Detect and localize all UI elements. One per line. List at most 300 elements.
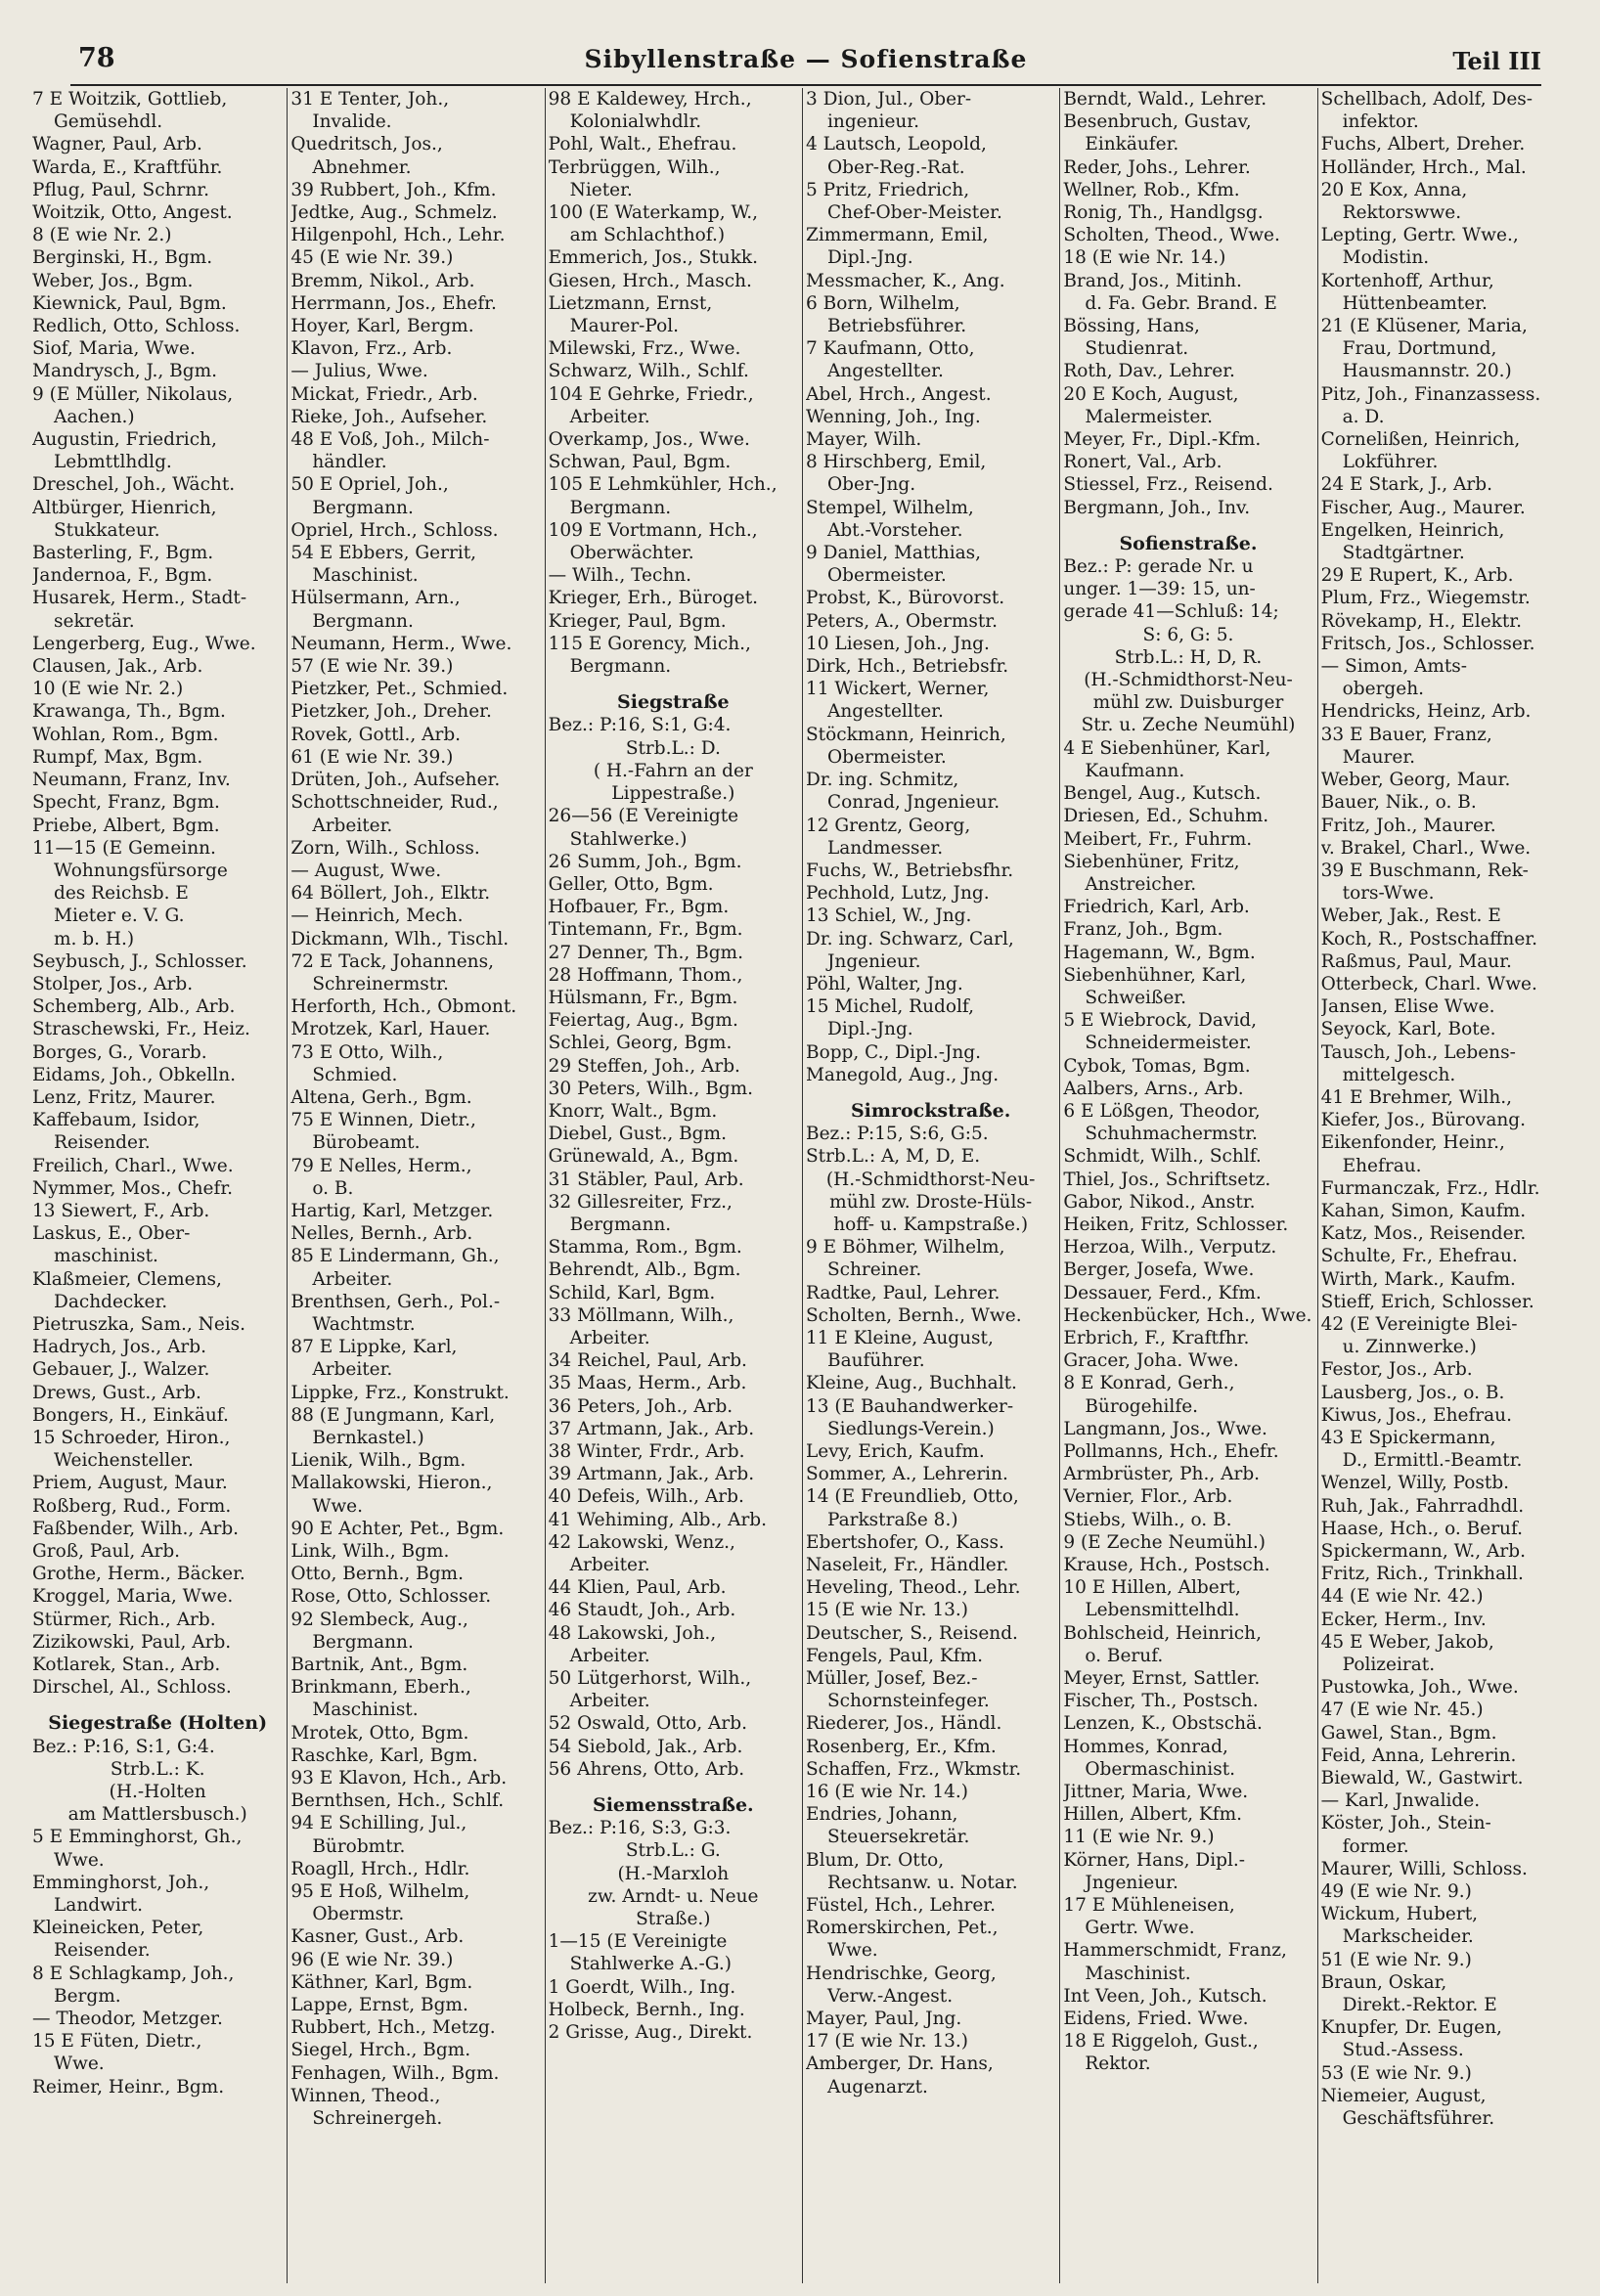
entry-line: Ebertshofer, O., Kass.	[805, 1531, 1004, 1553]
entry-line: S: 6, G: 5.	[1142, 624, 1234, 645]
entry-line: Laskus, E., Ober-	[32, 1223, 191, 1245]
entry-line: zw. Arndt- u. Neue	[588, 1885, 759, 1907]
entry-line: Thiel, Jos., Schriftsetz.	[1063, 1169, 1271, 1190]
entry-line: Meyer, Ernst, Sattler.	[1063, 1668, 1261, 1690]
entry-line: Wenzel, Willy, Postb.	[1320, 1473, 1510, 1494]
entry-line: 13 (E Bauhandwerker-	[805, 1395, 1014, 1417]
entry-line: Rosenberg, Er., Kfm.	[805, 1736, 997, 1757]
entry-line: 45 (E wie Nr. 39.)	[290, 247, 454, 269]
entry-line: Hagemann, W., Bgm.	[1063, 942, 1256, 963]
entry-line: Rektorswwe.	[1342, 202, 1462, 224]
entry-line: Clausen, Jak., Arb.	[32, 656, 203, 678]
entry-line: 8 E Schlagkamp, Joh.,	[32, 1963, 235, 1984]
entry-line: Schaffen, Frz., Wkmstr.	[805, 1758, 1022, 1780]
entry-line: Schneidermeister.	[1085, 1033, 1252, 1054]
entry-line: 6 E Lößgen, Theodor,	[1063, 1100, 1261, 1122]
entry-line: 26—56 (E Vereinigte	[548, 806, 739, 827]
entry-line: Hofbauer, Fr., Bgm.	[548, 897, 730, 918]
entry-line: Mrotek, Otto, Bgm.	[290, 1722, 469, 1744]
entry-line: 105 E Lehmkühler, Hch.,	[548, 474, 778, 496]
column-4	[802, 88, 1059, 2283]
part-label: Teil III	[1452, 47, 1541, 75]
entry-line: 11 E Kleine, August,	[805, 1327, 994, 1348]
entry-line: Lengerberg, Eug., Wwe.	[32, 633, 256, 654]
entry-line: Messmacher, K., Ang.	[805, 270, 1005, 291]
street-heading: Siemensstraße.	[592, 1794, 754, 1817]
column-6	[1317, 88, 1575, 2283]
entry-line: Peters, A., Obermstr.	[805, 610, 998, 632]
entry-line: Rövekamp, H., Elektr.	[1320, 610, 1522, 632]
entry-line: Krause, Hch., Postsch.	[1063, 1555, 1270, 1575]
entry-line: Dreschel, Joh., Wächt.	[32, 474, 236, 496]
entry-line: Arbeiter.	[569, 1555, 650, 1575]
entry-line: 52 Oswald, Otto, Arb.	[548, 1713, 747, 1735]
entry-line: a. D.	[1342, 406, 1385, 427]
entry-line: 33 E Bauer, Franz,	[1320, 724, 1492, 745]
entry-line: Giesen, Hrch., Masch.	[548, 270, 752, 291]
entry-line: 93 E Klavon, Hch., Arb.	[290, 1768, 508, 1789]
entry-line: Füstel, Hch., Lehrer.	[805, 1895, 996, 1917]
entry-line: Strb.L.: D.	[625, 737, 721, 759]
entry-line: Holländer, Hrch., Mal.	[1320, 156, 1527, 178]
entry-line: Deutscher, S., Reisend.	[805, 1622, 1018, 1644]
entry-line: Arbeiter.	[569, 1645, 650, 1666]
column-2	[287, 88, 544, 2283]
entry-line: maschinist.	[54, 1246, 158, 1267]
entry-line: Pflug, Paul, Schrnr.	[32, 179, 209, 200]
entry-line: Rovek, Gottl., Arb.	[290, 724, 462, 745]
entry-line: 51 (E wie Nr. 9.)	[1320, 1949, 1472, 1970]
entry-line: infektor.	[1342, 111, 1419, 133]
entry-line: 3 Dion, Jul., Ober-	[805, 89, 972, 110]
entry-line: Hartig, Karl, Metzger.	[290, 1200, 494, 1221]
entry-line: Siedlungs-Verein.)	[826, 1418, 995, 1439]
entry-line: Gracer, Joha. Wwe.	[1063, 1350, 1239, 1372]
entry-line: o. B.	[312, 1177, 354, 1199]
entry-line: 24 E Stark, J., Arb.	[1320, 474, 1492, 496]
entry-line: Stahlwerke.)	[569, 828, 688, 850]
entry-line: 5 E Wiebrock, David,	[1063, 1010, 1258, 1032]
entry-line: Pustowka, Joh., Wwe.	[1320, 1677, 1519, 1699]
entry-line: 18 (E wie Nr. 14.)	[1063, 247, 1226, 269]
entry-line: Dessauer, Ferd., Kfm.	[1063, 1282, 1262, 1303]
entry-line: — Karl, Jnwalide.	[1320, 1790, 1481, 1812]
entry-line: Scholten, Theod., Wwe.	[1063, 225, 1280, 246]
entry-line: Fenhagen, Wilh., Bgm.	[290, 2062, 500, 2084]
entry-line: am Schlachthof.)	[569, 225, 726, 246]
entry-line: Abnehmer.	[312, 156, 412, 178]
entry-line: Str. u. Zeche Neumühl)	[1081, 715, 1296, 736]
entry-line: Berginski, H., Bgm.	[32, 247, 213, 269]
entry-line: 73 E Otto, Wilh.,	[290, 1041, 444, 1063]
entry-line: Schlei, Georg, Bgm.	[548, 1033, 733, 1054]
entry-line: Klavon, Frz., Arb.	[290, 338, 453, 360]
entry-line: Mieter e. V. G.	[54, 905, 185, 927]
entry-line: 10 (E wie Nr. 2.)	[32, 679, 184, 700]
entry-line: Weber, Georg, Maur.	[1320, 770, 1511, 791]
entry-line: (H.-Holten	[109, 1782, 206, 1803]
entry-line: 48 Lakowski, Joh.,	[548, 1622, 717, 1644]
entry-line: mittelgesch.	[1342, 1064, 1456, 1085]
entry-line: 18 E Riggeloh, Gust.,	[1063, 2031, 1259, 2053]
entry-line: 44 (E wie Nr. 42.)	[1320, 1586, 1484, 1608]
entry-line: Lebensmittelhdl.	[1085, 1600, 1240, 1621]
entry-line: 34 Reichel, Paul, Arb.	[548, 1350, 747, 1372]
entry-line: Obermeister.	[826, 565, 947, 587]
entry-line: Weber, Jak., Rest. E	[1320, 905, 1501, 927]
entry-line: Fischer, Th., Postsch.	[1063, 1691, 1259, 1712]
entry-line: Schwan, Paul, Bgm.	[548, 452, 732, 473]
entry-line: m. b. H.)	[54, 928, 135, 949]
entry-line: Vernier, Flor., Arb.	[1063, 1486, 1233, 1508]
entry-line: gerade 41—Schluß: 14;	[1063, 601, 1279, 623]
entry-line: 41 E Brehmer, Wilh.,	[1320, 1086, 1513, 1108]
entry-line: Wenning, Joh., Ing.	[805, 406, 981, 427]
entry-line: Herforth, Hch., Obmont.	[290, 996, 517, 1018]
entry-line: Kroggel, Maria, Wwe.	[32, 1586, 234, 1608]
entry-line: Bürobmtr.	[312, 1835, 406, 1857]
entry-line: Katz, Mos., Reisender.	[1320, 1223, 1527, 1245]
entry-line: 45 E Weber, Jakob,	[1320, 1631, 1494, 1653]
entry-line: Invalide.	[312, 111, 392, 133]
entry-line: Strb.L.: K.	[110, 1758, 205, 1780]
entry-line: 40 Defeis, Wilh., Arb.	[548, 1486, 744, 1508]
entry-line: obergeh.	[1342, 679, 1424, 700]
entry-line: Seybusch, J., Schlosser.	[32, 950, 247, 972]
entry-line: Gabor, Nikod., Anstr.	[1063, 1191, 1256, 1213]
entry-line: 11 Wickert, Werner,	[805, 679, 990, 700]
entry-line: 61 (E wie Nr. 39.)	[290, 746, 454, 768]
entry-line: 17 E Mühleneisen,	[1063, 1895, 1235, 1917]
entry-line: Verw.-Angest.	[826, 1985, 954, 2007]
entry-line: Bergmann.	[312, 610, 414, 632]
entry-line: Weichensteller.	[54, 1450, 194, 1472]
entry-line: ingenieur.	[826, 111, 919, 133]
entry-line: Bez.: P:16, S:3, G:3.	[548, 1818, 732, 1839]
entry-line: Nieter.	[569, 179, 633, 200]
entry-line: Kasner, Gust., Arb.	[290, 1926, 465, 1948]
entry-line: Roagll, Hrch., Hdlr.	[290, 1858, 470, 1879]
entry-line: 87 E Lippke, Karl,	[290, 1337, 458, 1358]
entry-line: 2 Grisse, Aug., Direkt.	[548, 2022, 753, 2044]
entry-line: Cornelißen, Heinrich,	[1320, 429, 1521, 451]
entry-line: Jandernoa, F., Bgm.	[32, 565, 213, 587]
entry-line: Kiefer, Jos., Bürovang.	[1320, 1110, 1526, 1131]
entry-line: Wwe.	[826, 1940, 878, 1962]
entry-line: Jngenieur.	[1085, 1872, 1178, 1893]
entry-line: 13 Schiel, W., Jng.	[805, 905, 972, 927]
entry-line: 33 Möllmann, Wilh.,	[548, 1304, 734, 1326]
entry-line: Nelles, Bernh., Arb.	[290, 1223, 473, 1245]
entry-line: Reisender.	[54, 1940, 151, 1962]
entry-line: Lienik, Wilh., Bgm.	[290, 1450, 467, 1472]
entry-line: 41 Wehiming, Alb., Arb.	[548, 1509, 768, 1530]
entry-line: 10 Liesen, Joh., Jng.	[805, 633, 990, 654]
entry-line: Strb.L.: H, D, R.	[1114, 646, 1263, 668]
entry-line: 100 (E Waterkamp, W.,	[548, 202, 759, 224]
entry-line: Weber, Jos., Bgm.	[32, 270, 194, 291]
entry-line: 29 E Rupert, K., Arb.	[1320, 565, 1514, 587]
street-heading: Sofienstraße.	[1119, 532, 1258, 554]
entry-line: Schreinermstr.	[312, 973, 449, 994]
entry-line: Bergmann.	[312, 1631, 414, 1653]
entry-line: — Wilh., Techn.	[548, 565, 692, 587]
entry-line: v. Brakel, Charl., Wwe.	[1320, 837, 1532, 859]
entry-line: Gawel, Stan., Bgm.	[1320, 1722, 1497, 1744]
entry-line: Armbrüster, Ph., Arb.	[1063, 1464, 1261, 1485]
entry-line: Priebe, Albert, Bgm.	[32, 815, 220, 836]
entry-line: 30 Peters, Wilh., Bgm.	[548, 1078, 754, 1099]
entry-line: mühl zw. Duisburger	[1092, 692, 1284, 714]
entry-line: Geschäftsführer.	[1342, 2108, 1495, 2130]
entry-line: Arbeiter.	[569, 1327, 650, 1348]
entry-line: Arbeiter.	[312, 1268, 393, 1290]
entry-line: Fischer, Aug., Maurer.	[1320, 497, 1526, 518]
entry-line: Feid, Anna, Lehrerin.	[1320, 1744, 1517, 1766]
entry-line: sekretär.	[54, 610, 135, 632]
entry-line: Quedritsch, Jos.,	[290, 134, 443, 155]
entry-line: Wirth, Mark., Kaufm.	[1320, 1268, 1516, 1290]
entry-line: Rieke, Joh., Aufseher.	[290, 406, 488, 427]
entry-line: Naseleit, Fr., Händler.	[805, 1555, 1009, 1575]
entry-line: Eidens, Fried. Wwe.	[1063, 2009, 1249, 2030]
entry-line: — Julius, Wwe.	[290, 361, 428, 382]
entry-line: o. Beruf.	[1085, 1645, 1164, 1666]
entry-line: 10 E Hillen, Albert,	[1063, 1577, 1241, 1599]
entry-line: Langmann, Jos., Wwe.	[1063, 1418, 1267, 1439]
entry-line: Siebenhühner, Karl,	[1063, 964, 1247, 986]
entry-line: Riederer, Jos., Händl.	[805, 1713, 1002, 1735]
entry-line: d. Fa. Gebr. Brand. E	[1085, 292, 1277, 314]
entry-line: Winnen, Theod.,	[290, 2085, 441, 2106]
entry-line: Kortenhoff, Arthur,	[1320, 270, 1494, 291]
entry-line: Levy, Erich, Kaufm.	[805, 1440, 985, 1462]
entry-line: Raßmus, Paul, Maur.	[1320, 950, 1512, 972]
entry-line: Reimer, Heinr., Bgm.	[32, 2076, 225, 2097]
entry-line: 15 Schroeder, Hiron.,	[32, 1427, 231, 1448]
entry-line: Ronert, Val., Arb.	[1063, 452, 1222, 473]
entry-line: Neumann, Franz, Inv.	[32, 770, 231, 791]
entry-line: Schmidt, Wilh., Schlf.	[1063, 1146, 1262, 1168]
entry-line: Spickermann, W., Arb.	[1320, 1541, 1526, 1562]
entry-line: 92 Slembeck, Aug.,	[290, 1609, 468, 1630]
entry-line: Stadtgärtner.	[1342, 543, 1465, 564]
entry-line: Fuchs, Albert, Dreher.	[1320, 134, 1526, 155]
entry-line: Mrotzek, Karl, Hauer.	[290, 1019, 491, 1040]
entry-line: Bössing, Hans,	[1063, 316, 1200, 337]
entry-line: Meyer, Fr., Dipl.-Kfm.	[1063, 429, 1262, 451]
entry-line: Pietruszka, Sam., Neis.	[32, 1313, 246, 1335]
entry-line: tors-Wwe.	[1342, 883, 1435, 905]
entry-line: 56 Ahrens, Otto, Arb.	[548, 1758, 745, 1780]
entry-line: Nymmer, Mos., Chefr.	[32, 1177, 234, 1199]
entry-line: Roßberg, Rud., Form.	[32, 1495, 232, 1517]
entry-line: Studienrat.	[1085, 338, 1189, 360]
entry-line: 75 E Winnen, Dietr.,	[290, 1110, 476, 1131]
entry-line: Ober-Jng.	[826, 474, 916, 496]
entry-line: Bez.: P:16, S:1, G:4.	[548, 715, 732, 736]
entry-line: Eikenfonder, Heinr.,	[1320, 1132, 1505, 1154]
entry-line: 15 Michel, Rudolf,	[805, 996, 974, 1018]
entry-line: 72 E Tack, Johannens,	[290, 950, 494, 972]
entry-line: Franz, Joh., Bgm.	[1063, 919, 1223, 941]
entry-line: Kiwus, Jos., Ehefrau.	[1320, 1404, 1512, 1426]
entry-line: Borges, G., Vorarb.	[32, 1041, 207, 1063]
entry-line: Wachtmstr.	[312, 1313, 416, 1335]
entry-line: Emmerich, Jos., Stukk.	[548, 247, 759, 269]
entry-line: Lepting, Gertr. Wwe.,	[1320, 225, 1519, 246]
entry-line: Lietzmann, Ernst,	[548, 292, 713, 314]
entry-line: 13 Siewert, F., Arb.	[32, 1200, 210, 1221]
entry-line: Int Veen, Joh., Kutsch.	[1063, 1985, 1267, 2007]
entry-line: Priem, August, Maur.	[32, 1473, 228, 1494]
entry-line: Schmied.	[312, 1064, 398, 1085]
entry-line: Overkamp, Jos., Wwe.	[548, 429, 750, 451]
entry-line: Biewald, W., Gastwirt.	[1320, 1768, 1524, 1789]
page-title: Sibyllenstraße — Sofienstraße	[584, 45, 1028, 73]
entry-line: Otto, Bernh., Bgm.	[290, 1564, 464, 1585]
entry-line: Endries, Johann,	[805, 1804, 958, 1826]
street-heading: Simrockstraße.	[850, 1099, 1011, 1122]
entry-line: Friedrich, Karl, Arb.	[1063, 897, 1250, 918]
entry-line: Faßbender, Wilh., Arb.	[32, 1518, 240, 1539]
entry-line: Meibert, Fr., Fuhrm.	[1063, 828, 1253, 850]
entry-line: Kaufmann.	[1085, 760, 1185, 781]
entry-line: Feiertag, Aug., Bgm.	[548, 1010, 738, 1032]
entry-line: 94 E Schilling, Jul.,	[290, 1813, 467, 1834]
entry-line: 31 E Tenter, Joh.,	[290, 89, 450, 110]
entry-line: Hommes, Konrad,	[1063, 1736, 1228, 1757]
entry-line: Otterbeck, Charl. Wwe.	[1320, 973, 1537, 994]
columns-container	[29, 88, 1575, 2283]
entry-line: Strb.L.: G.	[625, 1840, 721, 1862]
entry-line: Bengel, Aug., Kutsch.	[1063, 783, 1262, 805]
entry-line: Rose, Otto, Schlosser.	[290, 1586, 492, 1608]
entry-line: Manegold, Aug., Jng.	[805, 1064, 1000, 1085]
entry-line: Direkt.-Rektor. E	[1342, 1995, 1497, 2016]
entry-line: Stamma, Rom., Bgm.	[548, 1237, 742, 1258]
entry-line: 7 E Woitzik, Gottlieb,	[32, 89, 228, 110]
entry-line: Behrendt, Alb., Bgm.	[548, 1259, 741, 1281]
entry-line: 27 Denner, Th., Bgm.	[548, 942, 743, 963]
entry-line: Probst, K., Bürovorst.	[805, 588, 1005, 609]
entry-line: 50 E Opriel, Joh.,	[290, 474, 449, 496]
entry-line: Krieger, Erh., Büroget.	[548, 588, 759, 609]
entry-line: Lenz, Fritz, Maurer.	[32, 1086, 216, 1108]
entry-line: Lippke, Frz., Konstrukt.	[290, 1382, 510, 1403]
entry-line: Hadrych, Jos., Arb.	[32, 1337, 206, 1358]
entry-line: Plum, Frz., Wiegemstr.	[1320, 588, 1531, 609]
entry-line: Specht, Franz, Bgm.	[32, 792, 220, 814]
entry-line: 20 E Koch, August,	[1063, 383, 1239, 405]
entry-line: Bergmann.	[569, 1214, 672, 1235]
entry-line: Markscheider.	[1342, 1926, 1474, 1948]
entry-line: 9 E Böhmer, Wilhelm,	[805, 1237, 1005, 1258]
entry-line: Hillen, Albert, Kfm.	[1063, 1804, 1243, 1826]
entry-line: 14 (E Freundlieb, Otto,	[805, 1486, 1019, 1508]
entry-line: 21 (E Klüsener, Maria,	[1320, 316, 1528, 337]
entry-line: Pohl, Walt., Ehefrau.	[548, 134, 737, 155]
entry-line: Blum, Dr. Otto,	[805, 1849, 945, 1871]
entry-line: 48 E Voß, Joh., Milch-	[290, 429, 490, 451]
entry-line: Arbeiter.	[569, 1691, 650, 1712]
entry-line: Milewski, Frz., Wwe.	[548, 338, 741, 360]
entry-line: händler.	[312, 452, 387, 473]
entry-line: Geller, Otto, Bgm.	[548, 873, 714, 895]
entry-line: 31 Stäbler, Paul, Arb.	[548, 1169, 744, 1190]
entry-line: Chef-Ober-Meister.	[826, 202, 1002, 224]
entry-line: Parkstraße 8.)	[826, 1509, 958, 1530]
entry-line: Lokführer.	[1342, 452, 1439, 473]
entry-line: 42 Lakowski, Wenz.,	[548, 1531, 735, 1553]
entry-line: Heveling, Theod., Lehr.	[805, 1577, 1021, 1599]
entry-line: 1 Goerdt, Wilh., Ing.	[548, 1976, 736, 1998]
entry-line: Fengels, Paul, Kfm.	[805, 1645, 983, 1666]
entry-line: Kahan, Simon, Kaufm.	[1320, 1200, 1527, 1221]
entry-line: Jittner, Maria, Wwe.	[1063, 1782, 1249, 1803]
entry-line: Modistin.	[1342, 247, 1430, 269]
entry-line: Kleine, Aug., Buchhalt.	[805, 1373, 1017, 1394]
entry-line: Bartnik, Ant., Bgm.	[290, 1655, 468, 1676]
entry-line: Klaßmeier, Clemens,	[32, 1268, 222, 1290]
entry-line: Dipl.-Jng.	[826, 247, 913, 269]
entry-line: 36 Peters, Joh., Arb.	[548, 1395, 733, 1417]
entry-line: Bopp, C., Dipl.-Jng.	[805, 1041, 981, 1063]
entry-line: Bergmann.	[569, 656, 672, 678]
entry-line: Dirschel, Al., Schloss.	[32, 1677, 232, 1699]
entry-line: Käthner, Karl, Bgm.	[290, 1971, 473, 1993]
entry-line: 5 Pritz, Friedrich,	[805, 179, 970, 200]
entry-line: Gemüsehdl.	[54, 111, 163, 133]
entry-line: Stiessel, Frz., Reisend.	[1063, 474, 1273, 496]
entry-line: ( H.-Fahrn an der	[593, 760, 753, 781]
entry-line: Bürogehilfe.	[1085, 1395, 1199, 1417]
entry-line: 28 Hoffmann, Thom.,	[548, 964, 743, 986]
entry-line: Groß, Paul, Arb.	[32, 1541, 181, 1562]
entry-line: Siof, Maria, Wwe.	[32, 338, 196, 360]
entry-line: Driesen, Ed., Schuhm.	[1063, 806, 1269, 827]
entry-line: Schwarz, Wilh., Schlf.	[548, 361, 749, 382]
entry-line: Brenthsen, Gerh., Pol.-	[290, 1291, 501, 1312]
entry-line: Stolper, Jos., Arb.	[32, 973, 194, 994]
entry-line: Seyock, Karl, Bote.	[1320, 1019, 1496, 1040]
entry-line: Augenarzt.	[826, 2076, 928, 2097]
entry-line: Eidams, Joh., Obkelln.	[32, 1064, 236, 1085]
entry-line: 32 Gillesreiter, Frz.,	[548, 1191, 733, 1213]
entry-line: Engelken, Heinrich,	[1320, 519, 1505, 541]
entry-line: Mickat, Friedr., Arb.	[290, 383, 478, 405]
entry-line: Maschinist.	[312, 565, 419, 587]
entry-line: 39 E Buschmann, Rek-	[1320, 860, 1529, 881]
entry-line: Stöckmann, Heinrich,	[805, 724, 1006, 745]
entry-line: mühl zw. Droste-Hüls-	[829, 1191, 1033, 1213]
entry-line: Pietzker, Pet., Schmied.	[290, 679, 509, 700]
entry-line: Pechhold, Lutz, Jng.	[805, 883, 990, 905]
entry-line: Fuchs, W., Betriebsfhr.	[805, 860, 1014, 881]
entry-line: 29 Steffen, Joh., Arb.	[548, 1055, 740, 1077]
entry-line: u. Zinnwerke.)	[1342, 1337, 1477, 1358]
entry-line: Bremm, Nikol., Arb.	[290, 270, 475, 291]
entry-line: Koch, R., Postschaffner.	[1320, 928, 1537, 949]
entry-line: am Mattlersbusch.)	[67, 1804, 247, 1826]
entry-line: Polizeirat.	[1342, 1655, 1436, 1676]
entry-line: 5 E Emminghorst, Gh.,	[32, 1827, 243, 1848]
entry-line: Diebel, Gust., Bgm.	[548, 1124, 727, 1145]
entry-line: 11—15 (E Gemeinn.	[32, 837, 216, 859]
entry-line: Roth, Dav., Lehrer.	[1063, 361, 1235, 382]
entry-line: Stiebs, Wilh., o. B.	[1063, 1509, 1232, 1530]
entry-line: 90 E Achter, Pet., Bgm.	[290, 1518, 505, 1539]
